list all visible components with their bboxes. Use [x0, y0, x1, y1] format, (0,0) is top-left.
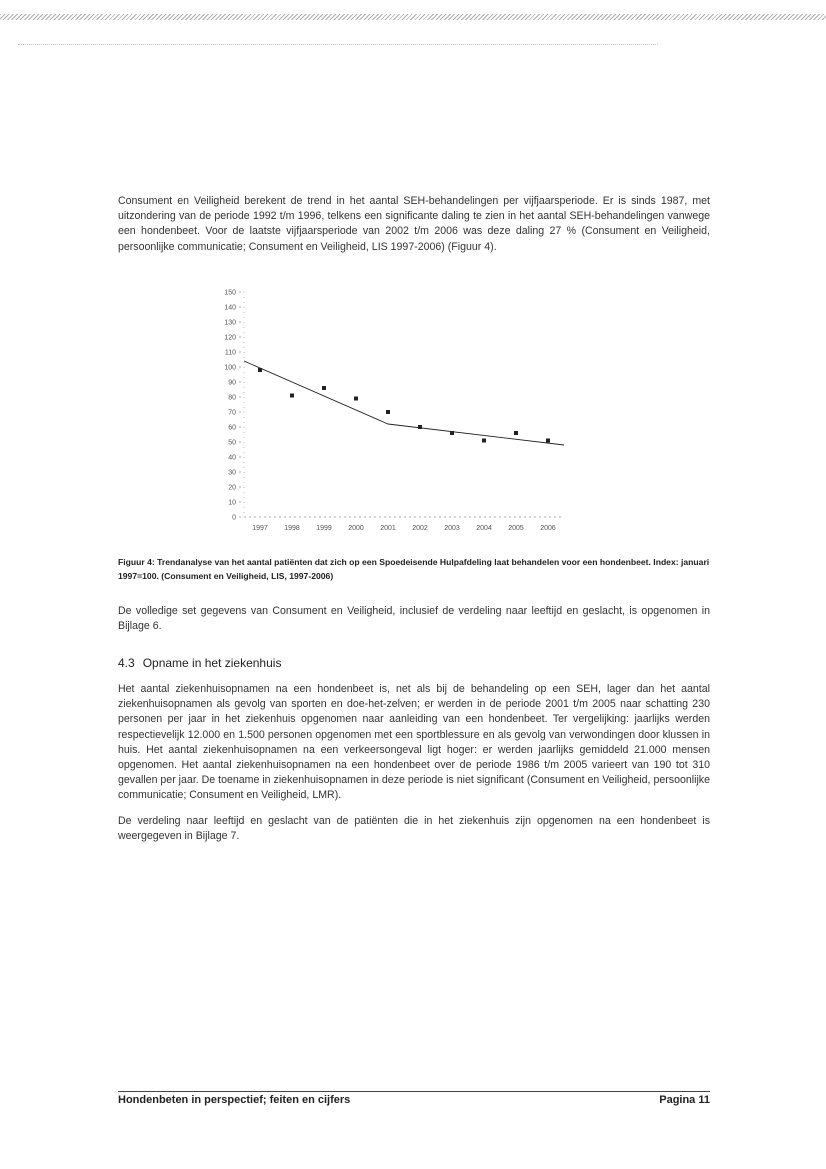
y-tick-label: 0 [232, 514, 236, 522]
paragraph-trend: Consument en Veiligheid berekent de trend in het aantal SEH-behandelingen per vijfjaarsperiode. Er is sinds 1987, met uitzondering van de periode 1992 t/m 1996, telkens een significante daling te zien in het aantal SEH-behandelingen vanwege een hondenbeet. Voor de laatste vijfjaarsperiode van 2002 t/m 2006 was deze daling 27 % (Consument en Veiligheid, persoonlijke communicatie; Consument en Veiligheid, LIS 1997-2006) (Figuur 4). [118, 195, 710, 253]
y-tick-label: 40 [228, 454, 236, 462]
data-point [450, 431, 454, 435]
figure-caption: Figuur 4: Trendanalyse van het aantal patiënten dat zich op een Spoedeisende Hulpafdeling laat behandelen voor een hondenbeet. Index: januari 1997=100. (Consument en Veiligheid, LIS, 1997-2006) [118, 557, 710, 581]
x-tick-label: 2005 [508, 525, 524, 532]
y-tick-label: 70 [228, 409, 236, 417]
section-number: 4.3 [118, 656, 135, 670]
y-tick-label: 110 [224, 349, 236, 357]
y-tick-label: 90 [228, 379, 236, 387]
paragraph-appendix-7: De verdeling naar leeftijd en geslacht van de patiënten die in het ziekenhuis zijn opgenomen na een hondenbeet is weergegeven in Bijlage 7. [118, 815, 710, 843]
paragraph-hospital-admissions: Het aantal ziekenhuisopnamen na een hondenbeet is, net als bij de behandeling op een SEH, lager dan het aantal ziekenhuisopnamen als gevolg van sporten en doe-het-zelven; er werden in de periode 2001 t/m 2005 naar schatting 230 personen per jaar in het ziekenhuis opgenomen naar aanleiding van een hondenbeet. Ter vergelijking: jaarlijks werden respectievelijk 12.000 en 1.500 personen opgenomen met een sportblessure en als gevolg van verwondingen door klussen in huis. Het aantal ziekenhuisopnamen na een verkeersongeval ligt hoger: er werden jaarlijks gemiddeld 21.000 mensen opgenomen. Het aantal ziekenhuisopnamen na een hondenbeet over de periode 1986 t/m 2005 varieert van 190 tot 310 gevallen per jaar. De toename in ziekenhuisopnamen in deze periode is niet significant (Consument en Veiligheid, persoonlijke communicatie; Consument en Veiligheid, LMR). [118, 683, 710, 802]
data-point [418, 425, 422, 429]
data-point [354, 397, 358, 401]
x-tick-label: 1999 [316, 525, 332, 532]
x-tick-label: 2003 [444, 525, 460, 532]
x-tick-label: 2001 [380, 525, 396, 532]
trend-chart [200, 280, 600, 540]
data-points [258, 368, 550, 443]
x-tick-label: 1998 [284, 525, 300, 532]
x-tick-label: 2002 [412, 525, 428, 532]
section-title: Opname in het ziekenhuis [142, 656, 282, 670]
y-tick-label: 130 [224, 319, 236, 327]
data-point [386, 410, 390, 414]
page-number: Pagina 11 [659, 1094, 710, 1106]
x-tick-label: 1997 [252, 525, 268, 532]
chart-axes [244, 292, 564, 517]
data-point [322, 386, 326, 390]
y-tick-label: 120 [224, 334, 236, 342]
scan-artifact-top [0, 14, 826, 20]
y-tick-label: 20 [228, 484, 236, 492]
paragraph-appendix-6: De volledige set gegevens van Consument en Veiligheid, inclusief de verdeling naar leeftijd en geslacht, is opgenomen in Bijlage 6. [118, 605, 710, 633]
data-point [290, 394, 294, 398]
footer-title: Hondenbeten in perspectief; feiten en cijfers [118, 1094, 351, 1106]
data-point [546, 439, 550, 443]
data-point [258, 368, 262, 372]
y-tick-label: 30 [228, 469, 236, 477]
footer-rule [118, 1091, 710, 1092]
data-point [514, 431, 518, 435]
y-tick-label: 50 [228, 439, 236, 447]
y-tick-label: 80 [228, 394, 236, 402]
x-tick-label: 2000 [348, 525, 364, 532]
y-tick-label: 10 [228, 499, 236, 507]
x-tick-label: 2004 [476, 525, 492, 532]
data-point [482, 439, 486, 443]
y-tick-label: 100 [224, 364, 236, 372]
x-tick-label: 2006 [540, 525, 556, 532]
y-tick-label: 140 [224, 304, 236, 312]
scan-artifact-dots [18, 44, 658, 45]
y-tick-label: 60 [228, 424, 236, 432]
y-tick-label: 150 [224, 289, 236, 297]
y-tick-labels [224, 290, 241, 522]
section-heading [118, 656, 281, 670]
x-tick-labels [252, 525, 556, 532]
